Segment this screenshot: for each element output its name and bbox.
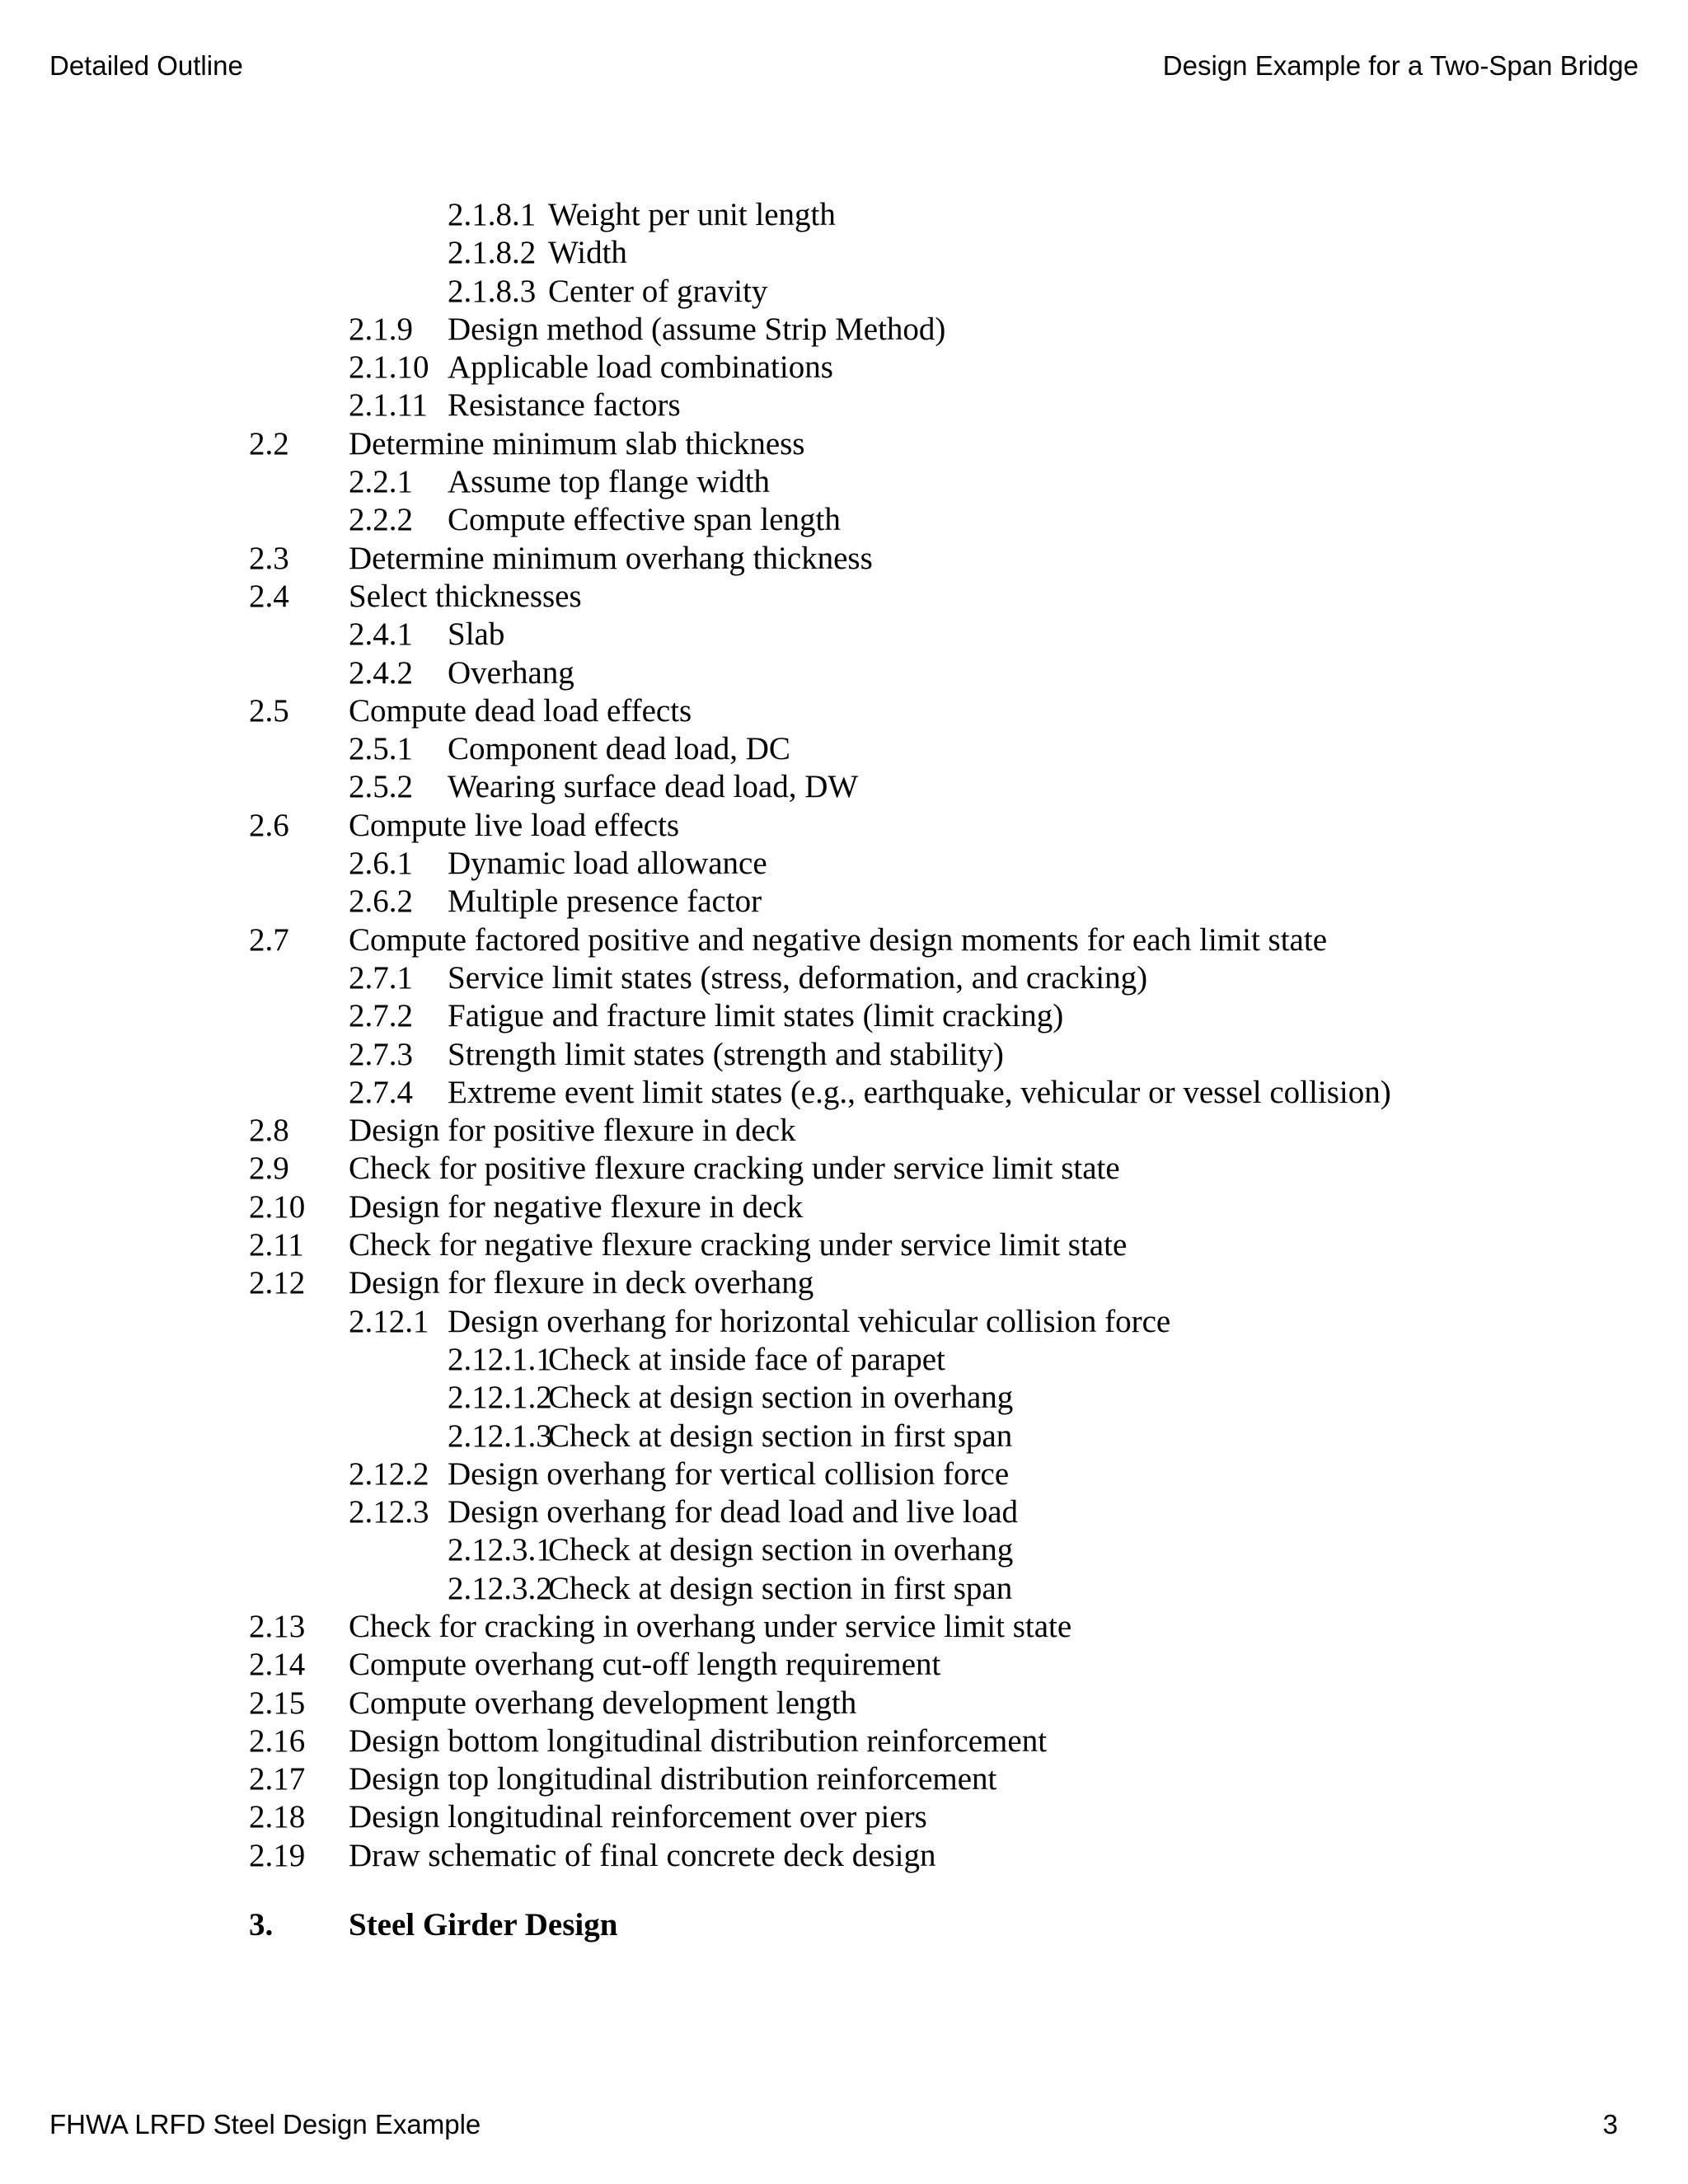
outline-number: 2.11 bbox=[249, 1227, 304, 1263]
outline-text: Design overhang for horizontal vehicular collision force bbox=[448, 1303, 1171, 1339]
outline-item bbox=[0, 578, 1688, 616]
outline-text: Check at design section in overhang bbox=[548, 1380, 1014, 1416]
outline-number: 2.1.9 bbox=[349, 311, 413, 347]
outline-item bbox=[0, 1379, 1688, 1417]
outline-text: Compute overhang cut-off length requirement bbox=[349, 1647, 941, 1683]
outline-number: 2.12.1.2 bbox=[448, 1380, 552, 1416]
outline-text: Applicable load combinations bbox=[448, 349, 833, 386]
outline-number: 2.12.1 bbox=[349, 1303, 429, 1339]
outline-text: Select thicknesses bbox=[349, 578, 582, 614]
outline-number: 2.16 bbox=[249, 1722, 306, 1759]
outline-item bbox=[0, 1798, 1688, 1836]
outline-text: Weight per unit length bbox=[548, 197, 836, 232]
outline-number: 2.1.8.2 bbox=[448, 235, 537, 271]
outline-number: 2.7.3 bbox=[349, 1036, 413, 1072]
outline-number: 2.12.3.1 bbox=[448, 1532, 552, 1568]
outline-number: 2.12 bbox=[249, 1265, 306, 1301]
outline-item bbox=[0, 807, 1688, 845]
outline-item bbox=[0, 1150, 1688, 1188]
outline-item bbox=[0, 463, 1688, 501]
outline-number: 2.5.1 bbox=[349, 731, 413, 767]
outline-item bbox=[0, 1264, 1688, 1302]
outline-text: Design method (assume Strip Method) bbox=[448, 311, 946, 347]
outline-item bbox=[0, 921, 1688, 959]
outline-text: Design longitudinal reinforcement over piers bbox=[349, 1799, 927, 1835]
outline-item bbox=[0, 997, 1688, 1035]
outline-text: Design for positive flexure in deck bbox=[349, 1113, 796, 1149]
outline-number: 2.7.4 bbox=[349, 1074, 413, 1110]
outline-item bbox=[0, 1531, 1688, 1569]
outline-item bbox=[0, 234, 1688, 272]
outline-item bbox=[0, 616, 1688, 654]
outline-number: 2.5.2 bbox=[349, 769, 413, 805]
outline-item bbox=[0, 1303, 1688, 1341]
outline-text: Resistance factors bbox=[448, 387, 681, 424]
outline-text: Width bbox=[548, 235, 627, 271]
outline-number: 2.17 bbox=[249, 1761, 306, 1797]
section-heading-title: Steel Girder Design bbox=[349, 1907, 618, 1943]
outline-text: Check for negative flexure cracking under service limit state bbox=[349, 1227, 1128, 1263]
outline-item bbox=[0, 959, 1688, 997]
outline-text: Compute overhang development length bbox=[349, 1685, 857, 1721]
outline-item bbox=[0, 1074, 1688, 1112]
section-heading bbox=[0, 1906, 1688, 1944]
outline-item bbox=[0, 730, 1688, 768]
outline-item bbox=[0, 273, 1688, 311]
outline-number: 2.7 bbox=[249, 921, 289, 958]
outline-text: Check at design section in first span bbox=[548, 1418, 1013, 1454]
outline-number: 2.5 bbox=[249, 692, 289, 729]
outline-text: Design overhang for dead load and live load bbox=[448, 1494, 1019, 1530]
outline-text: Check at design section in first span bbox=[548, 1570, 1013, 1606]
outline-text: Compute factored positive and negative design moments for each limit state bbox=[349, 921, 1328, 958]
outline-text: Slab bbox=[448, 616, 505, 653]
outline-item bbox=[0, 1722, 1688, 1760]
header-document-title: Design Example for a Two-Span Bridge bbox=[1162, 50, 1639, 81]
outline-item bbox=[0, 1493, 1688, 1531]
outline-text: Assume top flange width bbox=[448, 464, 771, 500]
outline-number: 2.18 bbox=[249, 1799, 306, 1835]
outline-text: Determine minimum slab thickness bbox=[349, 425, 805, 462]
outline-text: Design for flexure in deck overhang bbox=[349, 1265, 814, 1301]
outline-item bbox=[0, 425, 1688, 463]
outline-item bbox=[0, 1760, 1688, 1798]
outline-item bbox=[0, 196, 1688, 234]
outline-number: 2.1.8.3 bbox=[448, 273, 537, 309]
outline-number: 2.12.3.2 bbox=[448, 1570, 552, 1606]
outline-text: Wearing surface dead load, DW bbox=[448, 769, 859, 805]
outline-number: 2.1.8.1 bbox=[448, 197, 537, 232]
outline-number: 2.14 bbox=[249, 1647, 306, 1683]
outline-number: 2.2.2 bbox=[349, 502, 413, 538]
outline-text: Compute effective span length bbox=[448, 502, 841, 538]
outline-item bbox=[0, 1418, 1688, 1455]
outline-text: Component dead load, DC bbox=[448, 731, 790, 767]
outline-number: 2.10 bbox=[249, 1188, 306, 1225]
outline-item bbox=[0, 1646, 1688, 1684]
outline-text: Design top longitudinal distribution reinforcement bbox=[349, 1761, 997, 1797]
outline-text: Service limit states (stress, deformation, and cracking) bbox=[448, 959, 1148, 996]
outline-item bbox=[0, 1837, 1688, 1875]
outline-text: Fatigue and fracture limit states (limit cracking) bbox=[448, 998, 1064, 1034]
outline-text: Check at design section in overhang bbox=[548, 1532, 1014, 1568]
outline-number: 2.4.1 bbox=[349, 616, 413, 653]
outline-text: Design bottom longitudinal distribution reinforcement bbox=[349, 1722, 1048, 1759]
outline-number: 2.6.2 bbox=[349, 883, 413, 920]
outline-number: 2.7.1 bbox=[349, 959, 413, 996]
outline-number: 2.1.11 bbox=[349, 387, 429, 424]
outline-text: Center of gravity bbox=[548, 273, 768, 309]
outline-text: Determine minimum overhang thickness bbox=[349, 540, 873, 576]
outline-item bbox=[0, 692, 1688, 730]
outline-item bbox=[0, 1685, 1688, 1722]
outline-text: Dynamic load allowance bbox=[448, 846, 767, 882]
outline-number: 2.12.2 bbox=[349, 1455, 429, 1492]
outline-text: Strength limit states (strength and stability) bbox=[448, 1036, 1004, 1072]
outline-text: Check for positive flexure cracking under service limit state bbox=[349, 1151, 1120, 1187]
outline-item bbox=[0, 1341, 1688, 1379]
outline-item bbox=[0, 1036, 1688, 1074]
outline-item bbox=[0, 349, 1688, 387]
outline-text: Extreme event limit states (e.g., earthquake, vehicular or vessel collision) bbox=[448, 1074, 1391, 1110]
section-heading-number: 3. bbox=[249, 1907, 274, 1943]
outline-text: Check for cracking in overhang under service limit state bbox=[349, 1608, 1072, 1644]
header-document-section: Detailed Outline bbox=[49, 50, 243, 81]
page-number: 3 bbox=[1602, 2109, 1618, 2139]
outline-number: 2.12.1.1 bbox=[448, 1341, 552, 1377]
outline-number: 2.12.3 bbox=[349, 1494, 429, 1530]
outline-item bbox=[0, 311, 1688, 349]
outline-number: 2.1.10 bbox=[349, 349, 429, 386]
outline-item bbox=[0, 1112, 1688, 1150]
outline-number: 2.6 bbox=[249, 807, 289, 843]
outline-item bbox=[0, 768, 1688, 806]
outline-text: Compute dead load effects bbox=[349, 692, 692, 729]
outline-number: 2.4.2 bbox=[349, 654, 413, 691]
outline-item bbox=[0, 387, 1688, 424]
outline-text: Compute live load effects bbox=[349, 807, 680, 843]
outline-number: 2.12.1.3 bbox=[448, 1418, 552, 1454]
outline-number: 2.19 bbox=[249, 1837, 306, 1873]
outline-number: 2.13 bbox=[249, 1608, 306, 1644]
outline-number: 2.3 bbox=[249, 540, 289, 576]
outline-text: Overhang bbox=[448, 654, 574, 691]
footer-document-name: FHWA LRFD Steel Design Example bbox=[49, 2109, 481, 2139]
outline-item bbox=[0, 654, 1688, 692]
outline-item bbox=[0, 1570, 1688, 1608]
detailed-outline bbox=[0, 196, 1688, 1944]
outline-number: 2.9 bbox=[249, 1151, 289, 1187]
outline-number: 2.15 bbox=[249, 1685, 306, 1721]
outline-text: Design for negative flexure in deck bbox=[349, 1188, 804, 1225]
outline-text: Check at inside face of parapet bbox=[548, 1341, 945, 1377]
outline-number: 2.7.2 bbox=[349, 998, 413, 1034]
outline-item bbox=[0, 501, 1688, 539]
outline-item bbox=[0, 1608, 1688, 1646]
outline-number: 2.8 bbox=[249, 1113, 289, 1149]
outline-text: Draw schematic of final concrete deck design bbox=[349, 1837, 936, 1873]
outline-item bbox=[0, 883, 1688, 921]
outline-item bbox=[0, 845, 1688, 883]
outline-text: Design overhang for vertical collision force bbox=[448, 1455, 1010, 1492]
outline-item bbox=[0, 1455, 1688, 1493]
outline-number: 2.2 bbox=[249, 425, 289, 462]
outline-number: 2.4 bbox=[249, 578, 289, 614]
outline-item bbox=[0, 1188, 1688, 1226]
outline-item bbox=[0, 540, 1688, 578]
outline-number: 2.6.1 bbox=[349, 846, 413, 882]
outline-item bbox=[0, 1226, 1688, 1264]
outline-text: Multiple presence factor bbox=[448, 883, 762, 920]
outline-number: 2.2.1 bbox=[349, 464, 413, 500]
